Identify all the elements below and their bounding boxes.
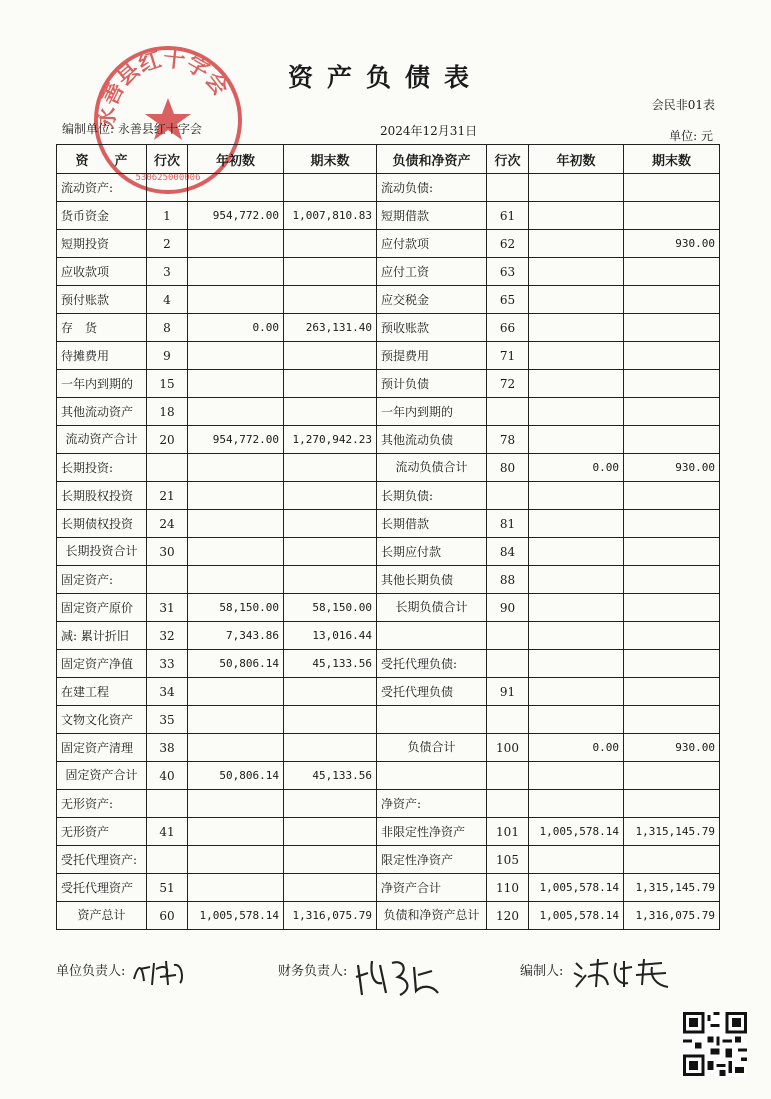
asset-item-name: 固定资产: <box>57 566 147 594</box>
liability-item-name: 流动负债: <box>377 174 487 202</box>
ending-balance: 1,315,145.79 <box>624 818 720 846</box>
liability-item-name: 一年内到期的 <box>377 398 487 426</box>
ending-balance <box>624 482 720 510</box>
beginning-balance <box>188 510 284 538</box>
table-row <box>57 734 720 762</box>
header-end: 期末数 <box>284 145 377 174</box>
beginning-balance <box>188 370 284 398</box>
beginning-balance <box>188 790 284 818</box>
liability-item-name: 长期负债合计 <box>377 594 487 622</box>
table-row <box>57 762 720 790</box>
beginning-balance <box>529 510 624 538</box>
beginning-balance: 954,772.00 <box>188 202 284 230</box>
finance-head-label: 财务负责人: <box>278 964 348 979</box>
beginning-balance <box>529 566 624 594</box>
liability-item-name <box>377 706 487 734</box>
beginning-balance <box>188 818 284 846</box>
line-number: 20 <box>147 426 188 454</box>
beginning-balance <box>188 454 284 482</box>
beginning-balance: 954,772.00 <box>188 426 284 454</box>
liability-item-name: 净资产: <box>377 790 487 818</box>
table-row <box>57 902 720 930</box>
table-row <box>57 174 720 202</box>
table-row <box>57 230 720 258</box>
line-number: 31 <box>147 594 188 622</box>
ending-balance <box>624 538 720 566</box>
beginning-balance: 1,005,578.14 <box>529 902 624 930</box>
table-row <box>57 202 720 230</box>
line-number: 61 <box>487 202 529 230</box>
beginning-balance: 0.00 <box>529 454 624 482</box>
beginning-balance: 1,005,578.14 <box>529 874 624 902</box>
asset-item-name: 长期债权投资 <box>57 510 147 538</box>
ending-balance <box>624 398 720 426</box>
beginning-balance <box>188 342 284 370</box>
beginning-balance <box>188 846 284 874</box>
line-number: 30 <box>147 538 188 566</box>
liability-item-name: 限定性净资产 <box>377 846 487 874</box>
ending-balance <box>284 342 377 370</box>
ending-balance <box>284 482 377 510</box>
table-row <box>57 678 720 706</box>
line-number <box>487 622 529 650</box>
org-label: 编制单位: <box>62 122 115 136</box>
line-number: 38 <box>147 734 188 762</box>
beginning-balance <box>529 202 624 230</box>
line-number: 81 <box>487 510 529 538</box>
ending-balance: 930.00 <box>624 734 720 762</box>
asset-item-name: 固定资产合计 <box>57 762 147 790</box>
beginning-balance <box>529 286 624 314</box>
ending-balance: 1,007,810.83 <box>284 202 377 230</box>
line-number: 101 <box>487 818 529 846</box>
ending-balance <box>624 678 720 706</box>
line-number: 1 <box>147 202 188 230</box>
line-number: 8 <box>147 314 188 342</box>
line-number <box>487 790 529 818</box>
balance-sheet-table <box>56 144 720 930</box>
beginning-balance <box>529 846 624 874</box>
beginning-balance: 0.00 <box>188 314 284 342</box>
ending-balance <box>284 818 377 846</box>
ending-balance <box>284 538 377 566</box>
line-number: 90 <box>487 594 529 622</box>
ending-balance <box>284 286 377 314</box>
report-date: 2024年12月31日 <box>380 124 478 138</box>
line-number: 32 <box>147 622 188 650</box>
line-number: 21 <box>147 482 188 510</box>
liability-item-name: 长期应付款 <box>377 538 487 566</box>
beginning-balance <box>188 174 284 202</box>
liability-item-name: 非限定性净资产 <box>377 818 487 846</box>
line-number: 88 <box>487 566 529 594</box>
asset-item-name: 长期投资: <box>57 454 147 482</box>
header-end: 期末数 <box>624 145 720 174</box>
liability-item-name: 其他长期负债 <box>377 566 487 594</box>
line-number: 2 <box>147 230 188 258</box>
ending-balance <box>624 314 720 342</box>
line-number <box>487 174 529 202</box>
beginning-balance: 50,806.14 <box>188 650 284 678</box>
beginning-balance <box>529 342 624 370</box>
beginning-balance <box>529 594 624 622</box>
ending-balance <box>284 846 377 874</box>
table-row <box>57 370 720 398</box>
beginning-balance <box>529 538 624 566</box>
beginning-balance <box>188 230 284 258</box>
asset-item-name: 固定资产净值 <box>57 650 147 678</box>
line-number: 62 <box>487 230 529 258</box>
unit-head-signature <box>130 955 190 989</box>
liability-item-name <box>377 762 487 790</box>
beginning-balance: 0.00 <box>529 734 624 762</box>
table-row <box>57 874 720 902</box>
ending-balance: 1,270,942.23 <box>284 426 377 454</box>
ending-balance <box>284 230 377 258</box>
header-begin: 年初数 <box>188 145 284 174</box>
line-number: 63 <box>487 258 529 286</box>
table-row <box>57 790 720 818</box>
table-row <box>57 706 720 734</box>
asset-item-name: 货币资金 <box>57 202 147 230</box>
beginning-balance <box>529 678 624 706</box>
table-row <box>57 398 720 426</box>
ending-balance <box>624 202 720 230</box>
table-row <box>57 650 720 678</box>
liability-item-name: 受托代理负债: <box>377 650 487 678</box>
beginning-balance <box>188 874 284 902</box>
org-name: 永善县红十字会 <box>117 122 202 136</box>
liability-item-name: 应付款项 <box>377 230 487 258</box>
table-row <box>57 454 720 482</box>
ending-balance <box>284 566 377 594</box>
table-row <box>57 286 720 314</box>
beginning-balance <box>188 398 284 426</box>
org-line <box>62 120 202 137</box>
header-begin: 年初数 <box>529 145 624 174</box>
unit-head-label: 单位负责人: <box>56 964 126 979</box>
beginning-balance <box>188 538 284 566</box>
line-number: 33 <box>147 650 188 678</box>
asset-item-name: 受托代理资产 <box>57 874 147 902</box>
line-number <box>147 790 188 818</box>
ending-balance: 45,133.56 <box>284 650 377 678</box>
liability-item-name: 流动负债合计 <box>377 454 487 482</box>
asset-item-name: 一年内到期的 <box>57 370 147 398</box>
ending-balance <box>624 762 720 790</box>
line-number: 105 <box>487 846 529 874</box>
table-row <box>57 482 720 510</box>
beginning-balance <box>529 258 624 286</box>
beginning-balance <box>529 706 624 734</box>
beginning-balance: 50,806.14 <box>188 762 284 790</box>
beginning-balance <box>188 482 284 510</box>
line-number: 110 <box>487 874 529 902</box>
ending-balance <box>284 398 377 426</box>
beginning-balance <box>529 174 624 202</box>
preparer-signature <box>572 955 672 991</box>
liability-item-name: 其他流动负债 <box>377 426 487 454</box>
beginning-balance <box>188 734 284 762</box>
asset-item-name: 无形资产: <box>57 790 147 818</box>
beginning-balance: 1,005,578.14 <box>529 818 624 846</box>
header-assets: 资 产 <box>57 145 147 174</box>
line-number <box>487 650 529 678</box>
table-header-row <box>57 145 720 174</box>
header-line: 行次 <box>487 145 529 174</box>
asset-item-name: 减: 累计折旧 <box>57 622 147 650</box>
ending-balance <box>284 370 377 398</box>
ending-balance <box>624 342 720 370</box>
page-title: 资产负债表 <box>287 63 483 92</box>
header-line: 行次 <box>147 145 188 174</box>
beginning-balance <box>529 762 624 790</box>
beginning-balance: 7,343.86 <box>188 622 284 650</box>
table-row <box>57 426 720 454</box>
ending-balance <box>624 846 720 874</box>
liability-item-name: 负债合计 <box>377 734 487 762</box>
line-number <box>487 706 529 734</box>
beginning-balance <box>188 566 284 594</box>
liability-item-name: 预计负债 <box>377 370 487 398</box>
ending-balance <box>284 790 377 818</box>
liability-item-name: 受托代理负债 <box>377 678 487 706</box>
table-row <box>57 314 720 342</box>
beginning-balance <box>529 230 624 258</box>
asset-item-name: 应收款项 <box>57 258 147 286</box>
beginning-balance <box>529 790 624 818</box>
finance-head-signature <box>352 955 442 999</box>
liability-item-name: 负债和净资产总计 <box>377 902 487 930</box>
ending-balance: 1,316,075.79 <box>624 902 720 930</box>
line-number: 60 <box>147 902 188 930</box>
liability-item-name: 应付工资 <box>377 258 487 286</box>
ending-balance: 58,150.00 <box>284 594 377 622</box>
line-number <box>147 174 188 202</box>
beginning-balance: 1,005,578.14 <box>188 902 284 930</box>
table-row <box>57 510 720 538</box>
asset-item-name: 存 货 <box>57 314 147 342</box>
liability-item-name: 预提费用 <box>377 342 487 370</box>
currency-unit: 单位: 元 <box>669 129 713 143</box>
table-row <box>57 342 720 370</box>
line-number: 15 <box>147 370 188 398</box>
line-number: 71 <box>487 342 529 370</box>
liability-item-name: 应交税金 <box>377 286 487 314</box>
table-row <box>57 622 720 650</box>
line-number <box>487 762 529 790</box>
asset-item-name: 受托代理资产: <box>57 846 147 874</box>
line-number <box>147 566 188 594</box>
ending-balance: 13,016.44 <box>284 622 377 650</box>
ending-balance <box>624 258 720 286</box>
svg-text:530625000006: 530625000006 <box>135 173 201 183</box>
table-row <box>57 258 720 286</box>
ending-balance <box>624 510 720 538</box>
beginning-balance <box>529 426 624 454</box>
beginning-balance: 58,150.00 <box>188 594 284 622</box>
beginning-balance <box>529 398 624 426</box>
line-number: 100 <box>487 734 529 762</box>
line-number: 66 <box>487 314 529 342</box>
beginning-balance <box>529 314 624 342</box>
line-number <box>147 846 188 874</box>
ending-balance <box>624 370 720 398</box>
header-liabilities: 负债和净资产 <box>377 145 487 174</box>
line-number: 35 <box>147 706 188 734</box>
asset-item-name: 文物文化资产 <box>57 706 147 734</box>
line-number: 18 <box>147 398 188 426</box>
line-number: 80 <box>487 454 529 482</box>
ending-balance: 930.00 <box>624 230 720 258</box>
line-number: 120 <box>487 902 529 930</box>
asset-item-name: 固定资产清理 <box>57 734 147 762</box>
line-number <box>487 482 529 510</box>
line-number: 9 <box>147 342 188 370</box>
ending-balance: 45,133.56 <box>284 762 377 790</box>
asset-item-name: 流动资产合计 <box>57 426 147 454</box>
ending-balance <box>624 650 720 678</box>
ending-balance <box>284 510 377 538</box>
asset-item-name: 其他流动资产 <box>57 398 147 426</box>
asset-item-name: 流动资产: <box>57 174 147 202</box>
liability-item-name <box>377 622 487 650</box>
line-number: 41 <box>147 818 188 846</box>
ending-balance: 263,131.40 <box>284 314 377 342</box>
liability-item-name: 长期借款 <box>377 510 487 538</box>
table-row <box>57 818 720 846</box>
qr-code <box>683 1012 747 1076</box>
beginning-balance <box>188 286 284 314</box>
beginning-balance <box>529 622 624 650</box>
line-number <box>487 398 529 426</box>
line-number: 72 <box>487 370 529 398</box>
ending-balance <box>284 174 377 202</box>
ending-balance <box>624 174 720 202</box>
table-row <box>57 594 720 622</box>
beginning-balance <box>529 650 624 678</box>
asset-item-name: 短期投资 <box>57 230 147 258</box>
ending-balance <box>284 706 377 734</box>
ending-balance <box>624 286 720 314</box>
line-number: 4 <box>147 286 188 314</box>
asset-item-name: 预付账款 <box>57 286 147 314</box>
ending-balance <box>624 594 720 622</box>
ending-balance <box>624 622 720 650</box>
ending-balance <box>624 790 720 818</box>
line-number: 34 <box>147 678 188 706</box>
beginning-balance <box>188 706 284 734</box>
line-number: 65 <box>487 286 529 314</box>
asset-item-name: 固定资产原价 <box>57 594 147 622</box>
ending-balance: 1,316,075.79 <box>284 902 377 930</box>
line-number: 51 <box>147 874 188 902</box>
svg-text:永善县红十字会: 永善县红十字会 <box>93 45 234 130</box>
line-number: 40 <box>147 762 188 790</box>
asset-item-name: 在建工程 <box>57 678 147 706</box>
ending-balance: 930.00 <box>624 454 720 482</box>
asset-item-name: 无形资产 <box>57 818 147 846</box>
ending-balance <box>284 258 377 286</box>
line-number: 91 <box>487 678 529 706</box>
beginning-balance <box>529 370 624 398</box>
beginning-balance <box>188 678 284 706</box>
asset-item-name: 资产总计 <box>57 902 147 930</box>
line-number: 78 <box>487 426 529 454</box>
ending-balance <box>284 874 377 902</box>
asset-item-name: 长期股权投资 <box>57 482 147 510</box>
line-number <box>147 454 188 482</box>
ending-balance <box>624 566 720 594</box>
line-number: 84 <box>487 538 529 566</box>
beginning-balance <box>529 482 624 510</box>
beginning-balance <box>188 258 284 286</box>
asset-item-name: 长期投资合计 <box>57 538 147 566</box>
table-row <box>57 846 720 874</box>
line-number: 3 <box>147 258 188 286</box>
preparer-label: 编制人: <box>520 964 564 979</box>
ending-balance <box>284 454 377 482</box>
ending-balance <box>624 706 720 734</box>
ending-balance <box>284 734 377 762</box>
table-row <box>57 538 720 566</box>
liability-item-name: 净资产合计 <box>377 874 487 902</box>
asset-item-name: 待摊费用 <box>57 342 147 370</box>
liability-item-name: 长期负债: <box>377 482 487 510</box>
liability-item-name: 预收账款 <box>377 314 487 342</box>
ending-balance <box>284 678 377 706</box>
ending-balance: 1,315,145.79 <box>624 874 720 902</box>
ending-balance <box>624 426 720 454</box>
liability-item-name: 短期借款 <box>377 202 487 230</box>
table-row <box>57 566 720 594</box>
line-number: 24 <box>147 510 188 538</box>
form-code: 会民非01表 <box>651 98 715 112</box>
